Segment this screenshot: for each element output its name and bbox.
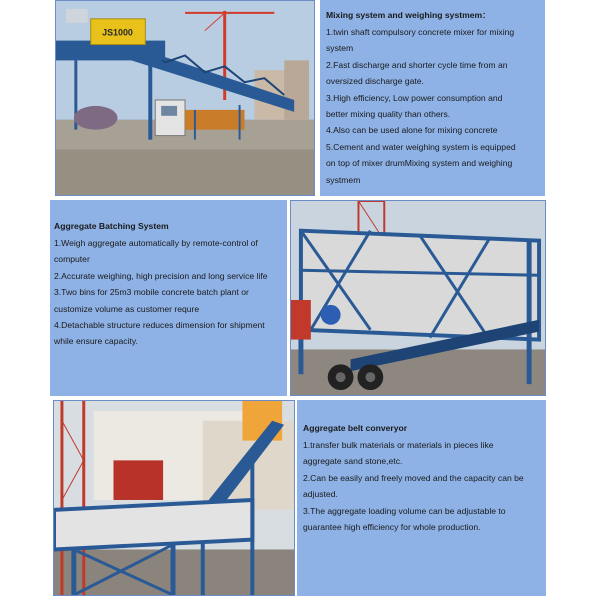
mixing-line: systmem [326, 174, 361, 185]
conveyor-line: 2.Can be easily and freely moved and the capacity can be [303, 472, 524, 483]
mixer-model-label: JS1000 [102, 27, 133, 38]
mixing-line: better mixing quality than others. [326, 109, 451, 120]
mixing-line: system [326, 43, 354, 54]
mixing-line: 3.High efficiency, Low power consumption and [326, 92, 503, 103]
aggregate-conveyor-heading: Aggregate belt converyor [303, 423, 408, 433]
batching-line: 3.Two bins for 25m3 mobile concrete batch plant or [54, 287, 249, 298]
mixing-line: 1.twin shaft compulsory concrete mixer for mixing [326, 27, 515, 37]
mixing-line: on top of mixer drumMixing system and weighing [326, 158, 513, 169]
conveyor-line: aggregate sand stone,etc. [303, 456, 403, 467]
aggregate-batching-photo [290, 200, 546, 396]
conveyor-line: 3.The aggregate loading volume can be adjustable to [303, 505, 506, 516]
mixing-line: 4.Also can be used alone for mixing concrete [326, 125, 498, 136]
aggregate-conveyor-photo [53, 400, 295, 596]
conveyor-line: 1.transfer bulk materials or materials in pieces like [303, 440, 494, 450]
batching-line: 1.Weigh aggregate automatically by remote-control of [54, 238, 258, 248]
batching-line: 2.Accurate weighing, high precision and long service life [54, 270, 268, 281]
mixing-system-panel [320, 0, 545, 196]
mixing-system-photo [55, 0, 315, 196]
batching-line: while ensure capacity. [54, 336, 138, 347]
batching-line: customize volume as customer requre [54, 303, 200, 314]
aggregate-batching-panel [50, 200, 287, 396]
batching-line: 4.Detachable structure reduces dimension for shipment [54, 320, 265, 331]
mixing-line: oversized discharge gate. [326, 76, 424, 87]
conveyor-line: guarantee high efficiency for whole production. [303, 522, 481, 533]
mixing-line: 5.Cement and water weighing system is equipped [326, 141, 516, 152]
aggregate-conveyor-panel [297, 400, 546, 596]
conveyor-line: adjusted. [303, 489, 338, 500]
batching-line: computer [54, 254, 90, 265]
mixing-line: 2.Fast discharge and shorter cycle time from an [326, 59, 508, 70]
aggregate-batching-heading: Aggregate Batching System [54, 221, 169, 231]
mixing-system-heading: Mixing system and weighing systmem： [326, 10, 491, 20]
